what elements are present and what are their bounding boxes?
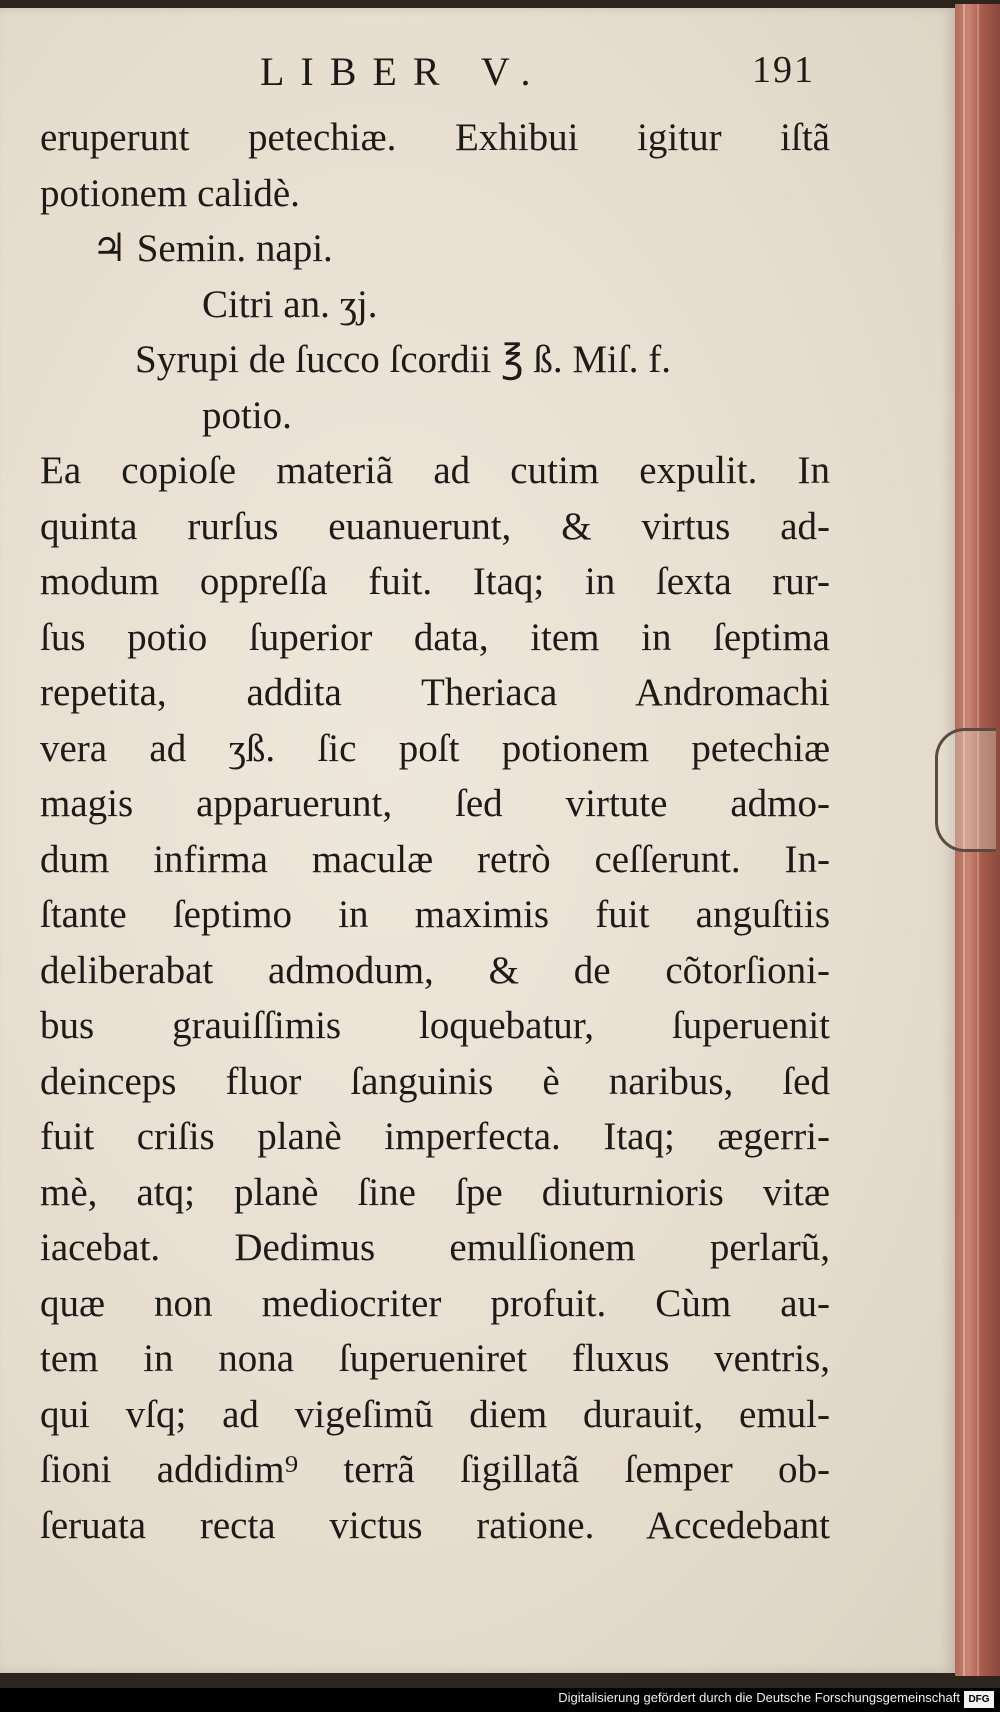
recipe-line: potio. — [202, 393, 292, 437]
text-line: repetita, addita Theriaca Andromachi — [40, 671, 830, 714]
text-line: ſtante ſeptimo in maximis fuit anguſtiis — [40, 893, 830, 936]
text-line: magis apparuerunt, ſed virtute admo- — [40, 782, 830, 825]
running-head: LIBER V. — [260, 49, 547, 94]
text-line: quæ non mediocriter profuit. Cùm au- — [40, 1281, 830, 1325]
body-text — [40, 110, 830, 1553]
recipe-line: Syrupi de ſucco ſcordii ℥ ß. Miſ. f. — [135, 338, 671, 381]
page-number: 191 — [752, 49, 815, 91]
text-line: ſeruata recta victus ratione. Accedebant — [40, 1503, 830, 1547]
text-line: vera ad ʒß. ſic poſt potionem petechiæ — [40, 726, 830, 770]
text-line: ſus potio ſuperior data, item in ſeptima — [40, 615, 830, 659]
recipe-line: Citri an. ʒj. — [202, 282, 378, 326]
text-line: ſioni addidim⁹ terrã ſigillatã ſemper ob- — [40, 1448, 830, 1491]
text-line: deinceps fluor ſanguinis è naribus, ſed — [40, 1059, 830, 1103]
page-header — [0, 48, 955, 108]
book-clip — [935, 728, 996, 852]
footer-credit: Digitalisierung gefördert durch die Deutsche Forschungsgemeinschaft — [558, 1690, 960, 1705]
recipe-line: ♃ Semin. napi. — [92, 227, 333, 270]
digitization-footer — [0, 1688, 1000, 1712]
text-line: deliberabat admodum, & de cõtorſioni- — [40, 948, 830, 992]
text-line: tem in nona ſuperueniret fluxus ventris, — [40, 1337, 830, 1380]
dfg-logo-icon: DFG — [964, 1691, 994, 1708]
text-line: eruperunt petechiæ. Exhibui igitur iſtã — [40, 116, 830, 159]
text-line: Ea copioſe materiã ad cutim expulit. In — [40, 449, 830, 492]
text-line: qui vſq; ad vigeſimũ diem durauit, emul- — [40, 1392, 830, 1436]
text-line: dum infirma maculæ retrò ceſſerunt. In- — [40, 837, 830, 881]
text-line: modum oppreſſa fuit. Itaq; in ſexta rur- — [40, 560, 830, 603]
text-line: potionem calidè. — [40, 171, 300, 215]
text-line: bus grauiſſimis loquebatur, ſuperuenit — [40, 1004, 830, 1047]
text-line: fuit criſis planè imperfecta. Itaq; ægerri- — [40, 1115, 830, 1158]
text-line: mè, atq; planè ſine ſpe diuturnioris vitæ — [40, 1170, 830, 1214]
text-line: iacebat. Dedimus emulſionem perlarũ, — [40, 1226, 830, 1269]
text-line: quinta rurſus euanuerunt, & virtus ad- — [40, 504, 830, 548]
